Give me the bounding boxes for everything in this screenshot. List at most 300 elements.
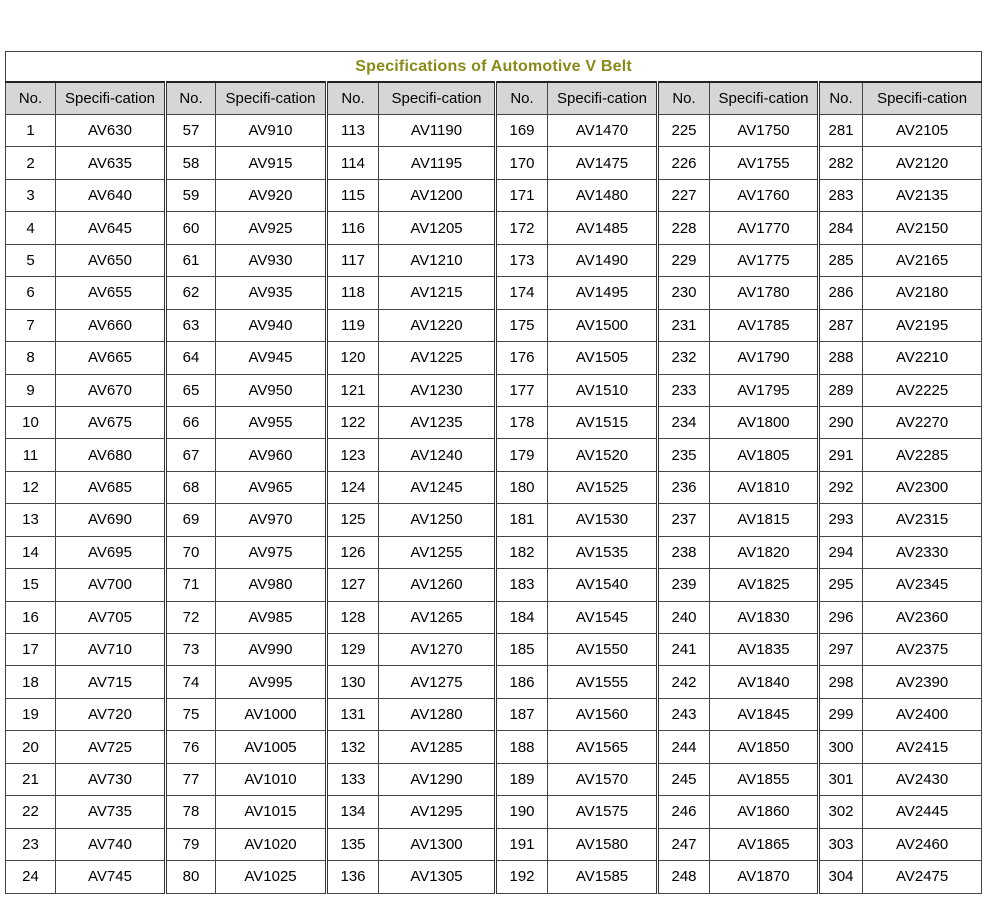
- cell-specification: AV685: [56, 471, 166, 503]
- cell-no: 8: [6, 342, 56, 374]
- table-row: [6, 471, 982, 503]
- column-header-specification: Specifi-cation: [548, 82, 658, 115]
- cell-no: 117: [327, 244, 379, 276]
- cell-specification: AV645: [56, 212, 166, 244]
- table-row: [6, 277, 982, 309]
- cell-no: 172: [496, 212, 548, 244]
- table-body: [6, 115, 982, 894]
- cell-specification: AV955: [216, 406, 327, 438]
- cell-specification: AV1280: [379, 698, 496, 730]
- table-row: [6, 666, 982, 698]
- cell-specification: AV665: [56, 342, 166, 374]
- table-row: [6, 244, 982, 276]
- table-row: [6, 309, 982, 341]
- cell-no: 294: [819, 536, 863, 568]
- cell-specification: AV725: [56, 731, 166, 763]
- cell-no: 173: [496, 244, 548, 276]
- cell-specification: AV1260: [379, 569, 496, 601]
- cell-no: 174: [496, 277, 548, 309]
- cell-specification: AV635: [56, 147, 166, 179]
- cell-specification: AV1535: [548, 536, 658, 568]
- cell-no: 57: [166, 115, 216, 147]
- cell-specification: AV1820: [710, 536, 819, 568]
- cell-specification: AV1550: [548, 634, 658, 666]
- cell-no: 115: [327, 179, 379, 211]
- column-header-specification: Specifi-cation: [379, 82, 496, 115]
- cell-no: 1: [6, 115, 56, 147]
- column-header-specification: Specifi-cation: [710, 82, 819, 115]
- table-row: [6, 439, 982, 471]
- cell-no: 302: [819, 796, 863, 828]
- cell-no: 296: [819, 601, 863, 633]
- cell-specification: AV1290: [379, 763, 496, 795]
- cell-specification: AV1245: [379, 471, 496, 503]
- cell-no: 239: [658, 569, 710, 601]
- cell-specification: AV1845: [710, 698, 819, 730]
- cell-no: 229: [658, 244, 710, 276]
- cell-specification: AV935: [216, 277, 327, 309]
- cell-no: 235: [658, 439, 710, 471]
- cell-specification: AV965: [216, 471, 327, 503]
- cell-no: 226: [658, 147, 710, 179]
- cell-specification: AV1270: [379, 634, 496, 666]
- cell-specification: AV710: [56, 634, 166, 666]
- cell-specification: AV1240: [379, 439, 496, 471]
- cell-no: 297: [819, 634, 863, 666]
- cell-specification: AV2345: [863, 569, 982, 601]
- cell-no: 67: [166, 439, 216, 471]
- cell-no: 182: [496, 536, 548, 568]
- cell-specification: AV1015: [216, 796, 327, 828]
- cell-specification: AV1870: [710, 861, 819, 893]
- cell-specification: AV1585: [548, 861, 658, 893]
- table-row: [6, 634, 982, 666]
- cell-specification: AV1010: [216, 763, 327, 795]
- cell-no: 290: [819, 406, 863, 438]
- cell-specification: AV2195: [863, 309, 982, 341]
- cell-no: 73: [166, 634, 216, 666]
- cell-specification: AV1525: [548, 471, 658, 503]
- cell-no: 130: [327, 666, 379, 698]
- cell-specification: AV960: [216, 439, 327, 471]
- cell-specification: AV1855: [710, 763, 819, 795]
- cell-specification: AV1505: [548, 342, 658, 374]
- table-row: [6, 406, 982, 438]
- cell-no: 286: [819, 277, 863, 309]
- cell-specification: AV1580: [548, 828, 658, 860]
- cell-specification: AV1815: [710, 504, 819, 536]
- cell-no: 190: [496, 796, 548, 828]
- table-row: [6, 147, 982, 179]
- cell-specification: AV640: [56, 179, 166, 211]
- cell-no: 300: [819, 731, 863, 763]
- cell-no: 11: [6, 439, 56, 471]
- column-header-no: No.: [327, 82, 379, 115]
- cell-specification: AV2430: [863, 763, 982, 795]
- cell-no: 23: [6, 828, 56, 860]
- cell-no: 234: [658, 406, 710, 438]
- cell-specification: AV1570: [548, 763, 658, 795]
- cell-specification: AV1005: [216, 731, 327, 763]
- cell-specification: AV1755: [710, 147, 819, 179]
- cell-specification: AV745: [56, 861, 166, 893]
- cell-no: 303: [819, 828, 863, 860]
- cell-no: 119: [327, 309, 379, 341]
- cell-no: 16: [6, 601, 56, 633]
- cell-no: 59: [166, 179, 216, 211]
- cell-specification: AV1545: [548, 601, 658, 633]
- cell-specification: AV2120: [863, 147, 982, 179]
- cell-no: 242: [658, 666, 710, 698]
- cell-specification: AV1500: [548, 309, 658, 341]
- cell-specification: AV1480: [548, 179, 658, 211]
- cell-no: 71: [166, 569, 216, 601]
- cell-specification: AV2225: [863, 374, 982, 406]
- cell-no: 134: [327, 796, 379, 828]
- cell-specification: AV680: [56, 439, 166, 471]
- column-header-no: No.: [6, 82, 56, 115]
- cell-specification: AV1750: [710, 115, 819, 147]
- cell-no: 176: [496, 342, 548, 374]
- table-row: [6, 536, 982, 568]
- cell-no: 80: [166, 861, 216, 893]
- cell-no: 2: [6, 147, 56, 179]
- cell-specification: AV1835: [710, 634, 819, 666]
- cell-no: 244: [658, 731, 710, 763]
- cell-no: 19: [6, 698, 56, 730]
- cell-no: 69: [166, 504, 216, 536]
- cell-specification: AV1235: [379, 406, 496, 438]
- cell-no: 246: [658, 796, 710, 828]
- cell-specification: AV2315: [863, 504, 982, 536]
- cell-no: 20: [6, 731, 56, 763]
- cell-specification: AV945: [216, 342, 327, 374]
- cell-no: 283: [819, 179, 863, 211]
- cell-no: 225: [658, 115, 710, 147]
- cell-no: 60: [166, 212, 216, 244]
- cell-no: 238: [658, 536, 710, 568]
- cell-specification: AV1510: [548, 374, 658, 406]
- cell-no: 14: [6, 536, 56, 568]
- cell-specification: AV720: [56, 698, 166, 730]
- cell-specification: AV1255: [379, 536, 496, 568]
- cell-specification: AV1225: [379, 342, 496, 374]
- cell-specification: AV735: [56, 796, 166, 828]
- cell-no: 248: [658, 861, 710, 893]
- table-row: [6, 601, 982, 633]
- cell-specification: AV630: [56, 115, 166, 147]
- cell-specification: AV970: [216, 504, 327, 536]
- cell-no: 170: [496, 147, 548, 179]
- cell-no: 282: [819, 147, 863, 179]
- cell-specification: AV1485: [548, 212, 658, 244]
- cell-specification: AV2445: [863, 796, 982, 828]
- header-row: [6, 82, 982, 115]
- cell-no: 298: [819, 666, 863, 698]
- cell-specification: AV1265: [379, 601, 496, 633]
- cell-specification: AV985: [216, 601, 327, 633]
- table-row: [6, 569, 982, 601]
- cell-no: 293: [819, 504, 863, 536]
- cell-no: 21: [6, 763, 56, 795]
- cell-no: 171: [496, 179, 548, 211]
- cell-specification: AV1840: [710, 666, 819, 698]
- cell-no: 124: [327, 471, 379, 503]
- cell-no: 72: [166, 601, 216, 633]
- cell-no: 79: [166, 828, 216, 860]
- cell-no: 78: [166, 796, 216, 828]
- cell-no: 10: [6, 406, 56, 438]
- cell-specification: AV2180: [863, 277, 982, 309]
- cell-specification: AV1790: [710, 342, 819, 374]
- cell-no: 301: [819, 763, 863, 795]
- cell-no: 77: [166, 763, 216, 795]
- cell-specification: AV1785: [710, 309, 819, 341]
- cell-specification: AV1565: [548, 731, 658, 763]
- cell-no: 281: [819, 115, 863, 147]
- cell-no: 17: [6, 634, 56, 666]
- cell-no: 131: [327, 698, 379, 730]
- cell-no: 62: [166, 277, 216, 309]
- cell-specification: AV910: [216, 115, 327, 147]
- cell-specification: AV1475: [548, 147, 658, 179]
- cell-specification: AV1515: [548, 406, 658, 438]
- cell-no: 18: [6, 666, 56, 698]
- table-row: [6, 763, 982, 795]
- cell-specification: AV1865: [710, 828, 819, 860]
- cell-specification: AV925: [216, 212, 327, 244]
- cell-no: 228: [658, 212, 710, 244]
- cell-no: 70: [166, 536, 216, 568]
- cell-specification: AV1780: [710, 277, 819, 309]
- cell-no: 227: [658, 179, 710, 211]
- cell-specification: AV915: [216, 147, 327, 179]
- cell-no: 188: [496, 731, 548, 763]
- cell-no: 5: [6, 244, 56, 276]
- cell-specification: AV2460: [863, 828, 982, 860]
- cell-specification: AV1305: [379, 861, 496, 893]
- cell-specification: AV1810: [710, 471, 819, 503]
- table-row: [6, 342, 982, 374]
- cell-specification: AV2360: [863, 601, 982, 633]
- cell-specification: AV655: [56, 277, 166, 309]
- cell-specification: AV1800: [710, 406, 819, 438]
- cell-no: 4: [6, 212, 56, 244]
- cell-specification: AV1830: [710, 601, 819, 633]
- cell-no: 66: [166, 406, 216, 438]
- column-header-no: No.: [658, 82, 710, 115]
- cell-no: 7: [6, 309, 56, 341]
- cell-specification: AV1825: [710, 569, 819, 601]
- cell-no: 76: [166, 731, 216, 763]
- cell-specification: AV695: [56, 536, 166, 568]
- cell-specification: AV2165: [863, 244, 982, 276]
- cell-specification: AV1495: [548, 277, 658, 309]
- cell-specification: AV1210: [379, 244, 496, 276]
- cell-no: 120: [327, 342, 379, 374]
- table-row: [6, 861, 982, 893]
- cell-specification: AV1215: [379, 277, 496, 309]
- cell-specification: AV1230: [379, 374, 496, 406]
- cell-no: 192: [496, 861, 548, 893]
- cell-no: 125: [327, 504, 379, 536]
- cell-specification: AV1200: [379, 179, 496, 211]
- cell-no: 230: [658, 277, 710, 309]
- cell-no: 189: [496, 763, 548, 795]
- cell-no: 61: [166, 244, 216, 276]
- cell-no: 6: [6, 277, 56, 309]
- cell-specification: AV2270: [863, 406, 982, 438]
- cell-no: 180: [496, 471, 548, 503]
- cell-specification: AV1850: [710, 731, 819, 763]
- cell-no: 135: [327, 828, 379, 860]
- cell-no: 243: [658, 698, 710, 730]
- table-row: [6, 828, 982, 860]
- cell-specification: AV1025: [216, 861, 327, 893]
- cell-specification: AV1575: [548, 796, 658, 828]
- cell-no: 22: [6, 796, 56, 828]
- cell-specification: AV1770: [710, 212, 819, 244]
- cell-no: 289: [819, 374, 863, 406]
- cell-specification: AV995: [216, 666, 327, 698]
- cell-no: 74: [166, 666, 216, 698]
- cell-specification: AV1760: [710, 179, 819, 211]
- cell-no: 65: [166, 374, 216, 406]
- cell-specification: AV1020: [216, 828, 327, 860]
- cell-specification: AV2300: [863, 471, 982, 503]
- cell-specification: AV1275: [379, 666, 496, 698]
- cell-no: 233: [658, 374, 710, 406]
- table-row: [6, 212, 982, 244]
- cell-no: 113: [327, 115, 379, 147]
- cell-no: 247: [658, 828, 710, 860]
- cell-specification: AV705: [56, 601, 166, 633]
- cell-specification: AV980: [216, 569, 327, 601]
- cell-specification: AV1250: [379, 504, 496, 536]
- cell-no: 114: [327, 147, 379, 179]
- cell-specification: AV1300: [379, 828, 496, 860]
- cell-specification: AV2330: [863, 536, 982, 568]
- table-row: [6, 179, 982, 211]
- cell-specification: AV675: [56, 406, 166, 438]
- column-header-specification: Specifi-cation: [56, 82, 166, 115]
- cell-specification: AV715: [56, 666, 166, 698]
- cell-specification: AV1000: [216, 698, 327, 730]
- cell-no: 287: [819, 309, 863, 341]
- cell-specification: AV1860: [710, 796, 819, 828]
- cell-specification: AV690: [56, 504, 166, 536]
- column-header-specification: Specifi-cation: [863, 82, 982, 115]
- cell-specification: AV660: [56, 309, 166, 341]
- cell-no: 121: [327, 374, 379, 406]
- column-header-specification: Specifi-cation: [216, 82, 327, 115]
- cell-no: 3: [6, 179, 56, 211]
- cell-specification: AV650: [56, 244, 166, 276]
- cell-no: 24: [6, 861, 56, 893]
- cell-no: 133: [327, 763, 379, 795]
- cell-no: 237: [658, 504, 710, 536]
- cell-no: 304: [819, 861, 863, 893]
- cell-specification: AV670: [56, 374, 166, 406]
- cell-no: 177: [496, 374, 548, 406]
- cell-no: 232: [658, 342, 710, 374]
- cell-no: 236: [658, 471, 710, 503]
- cell-no: 181: [496, 504, 548, 536]
- cell-specification: AV1285: [379, 731, 496, 763]
- cell-no: 68: [166, 471, 216, 503]
- cell-specification: AV2210: [863, 342, 982, 374]
- cell-no: 127: [327, 569, 379, 601]
- cell-specification: AV2105: [863, 115, 982, 147]
- cell-no: 122: [327, 406, 379, 438]
- cell-no: 132: [327, 731, 379, 763]
- cell-specification: AV1295: [379, 796, 496, 828]
- cell-specification: AV940: [216, 309, 327, 341]
- table-row: [6, 374, 982, 406]
- table-title: Specifications of Automotive V Belt: [6, 52, 982, 83]
- cell-specification: AV1470: [548, 115, 658, 147]
- cell-no: 128: [327, 601, 379, 633]
- cell-specification: AV2285: [863, 439, 982, 471]
- cell-specification: AV1560: [548, 698, 658, 730]
- cell-specification: AV730: [56, 763, 166, 795]
- table-row: [6, 504, 982, 536]
- cell-no: 241: [658, 634, 710, 666]
- cell-specification: AV2135: [863, 179, 982, 211]
- cell-no: 240: [658, 601, 710, 633]
- cell-specification: AV2150: [863, 212, 982, 244]
- cell-specification: AV1520: [548, 439, 658, 471]
- cell-no: 291: [819, 439, 863, 471]
- cell-specification: AV1195: [379, 147, 496, 179]
- cell-no: 284: [819, 212, 863, 244]
- cell-specification: AV1555: [548, 666, 658, 698]
- cell-specification: AV975: [216, 536, 327, 568]
- cell-no: 231: [658, 309, 710, 341]
- cell-no: 63: [166, 309, 216, 341]
- cell-specification: AV1530: [548, 504, 658, 536]
- cell-no: 185: [496, 634, 548, 666]
- cell-specification: AV2415: [863, 731, 982, 763]
- cell-specification: AV950: [216, 374, 327, 406]
- cell-no: 187: [496, 698, 548, 730]
- cell-specification: AV920: [216, 179, 327, 211]
- cell-no: 136: [327, 861, 379, 893]
- table-row: [6, 731, 982, 763]
- cell-specification: AV1805: [710, 439, 819, 471]
- cell-specification: AV1775: [710, 244, 819, 276]
- table-row: [6, 698, 982, 730]
- cell-no: 169: [496, 115, 548, 147]
- column-header-no: No.: [819, 82, 863, 115]
- spec-table: [5, 51, 982, 894]
- cell-specification: AV740: [56, 828, 166, 860]
- cell-specification: AV700: [56, 569, 166, 601]
- cell-specification: AV1490: [548, 244, 658, 276]
- cell-no: 191: [496, 828, 548, 860]
- cell-specification: AV1190: [379, 115, 496, 147]
- cell-no: 178: [496, 406, 548, 438]
- cell-no: 299: [819, 698, 863, 730]
- cell-no: 179: [496, 439, 548, 471]
- cell-no: 288: [819, 342, 863, 374]
- cell-no: 9: [6, 374, 56, 406]
- cell-no: 285: [819, 244, 863, 276]
- table-row: [6, 115, 982, 147]
- cell-no: 292: [819, 471, 863, 503]
- cell-specification: AV2375: [863, 634, 982, 666]
- cell-specification: AV1795: [710, 374, 819, 406]
